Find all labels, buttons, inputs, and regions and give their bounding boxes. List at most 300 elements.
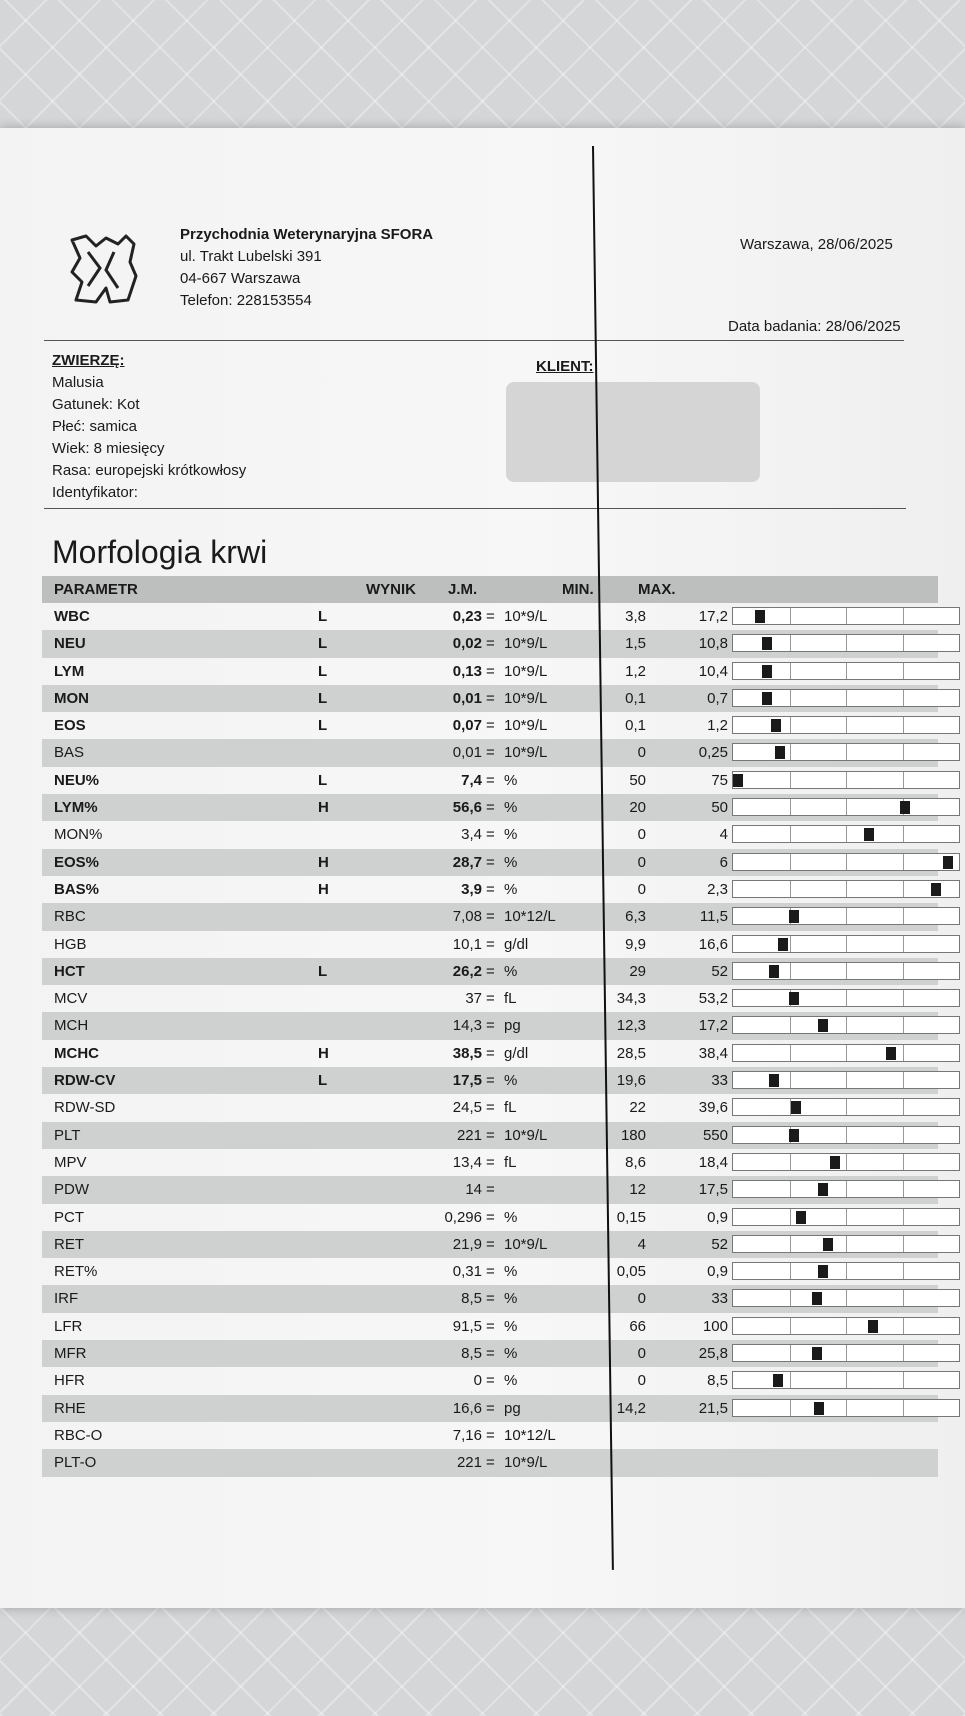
range-bar [732,1262,960,1280]
param-name: RDW-CV [54,1072,116,1090]
table-row [42,1313,938,1340]
range-bar-tick [846,1181,847,1197]
param-max: 550 [702,1126,728,1144]
table-row [42,1122,938,1149]
param-min: 0,1 [625,717,646,735]
range-bar [732,1153,960,1171]
range-bar-marker [886,1047,896,1060]
range-bar-marker [864,828,874,841]
range-bar-tick [903,1345,904,1361]
range-bar-tick [790,1154,791,1170]
param-unit: 10*12/L [504,908,556,926]
param-value: 3,9 [461,880,482,898]
param-max: 10,8 [698,635,728,653]
range-bar-tick [903,936,904,952]
range-bar-marker [762,692,772,705]
param-value: 26,2 [452,962,482,980]
range-bar-tick [790,854,791,870]
range-bar-marker [789,992,799,1005]
param-min: 0,15 [616,1208,646,1226]
param-equals: = [486,1372,495,1390]
param-min: 3,8 [625,608,646,625]
table-header [42,576,938,603]
param-equals: = [486,799,495,817]
param-flag: L [318,689,328,707]
param-min: 28,5 [616,1044,646,1062]
param-value: 21,9 [452,1235,482,1253]
clinic-phone: Telefon: 228153554 [180,292,312,309]
range-bar-tick [846,1345,847,1361]
param-value: 3,4 [461,826,482,844]
clinic-info [180,224,433,312]
range-bar-tick [903,826,904,842]
range-bar-marker [900,801,910,814]
param-value: 0,296 [444,1208,482,1226]
col-result: WYNIK [366,581,416,598]
range-bar [732,1071,960,1089]
animal-breed: Rasa: europejski krótkowłosy [52,462,247,479]
param-max: 6 [719,853,728,871]
param-equals: = [486,608,495,625]
param-unit: % [504,1072,518,1090]
param-equals: = [486,1099,495,1117]
param-equals: = [486,880,495,898]
range-bar-tick [790,1263,791,1279]
table-row [42,1176,938,1203]
param-name: HCT [54,962,85,980]
client-redacted-block [506,382,760,482]
range-bar-tick [790,1400,791,1416]
param-equals: = [486,1345,495,1363]
range-bar-tick [903,990,904,1006]
range-bar-tick [790,1209,791,1225]
range-bar-tick [846,1236,847,1252]
param-value: 0,13 [452,662,482,680]
param-unit: g/dl [504,935,529,953]
range-bar [732,771,960,789]
param-flag: H [318,1044,329,1062]
param-min: 66 [629,1317,646,1335]
range-bar-tick [790,881,791,897]
param-value: 7,4 [461,771,482,789]
param-max: 0,9 [707,1208,728,1226]
range-bar-tick [903,744,904,760]
range-bar-tick [846,1372,847,1388]
param-unit: 10*9/L [504,635,548,653]
param-equals: = [486,1399,495,1417]
param-value: 37 [465,990,482,1008]
param-equals: = [486,689,495,707]
range-bar-tick [846,1099,847,1115]
range-bar-tick [846,608,847,624]
range-bar-marker [812,1347,822,1360]
param-equals: = [486,1153,495,1171]
param-unit: 10*12/L [504,1426,556,1444]
clinic-city: 04-667 Warszawa [180,270,301,287]
range-bar-tick [903,1236,904,1252]
param-name: MCV [54,990,88,1008]
range-bar [732,1126,960,1144]
param-unit: 10*9/L [504,662,548,680]
param-name: MON% [54,826,103,844]
table-row [42,903,938,930]
param-value: 14 [465,1181,482,1199]
range-bar-marker [733,774,743,787]
param-name: BAS [54,744,85,762]
param-max: 50 [711,799,728,817]
param-flag: H [318,799,329,817]
param-value: 0,23 [452,608,482,625]
range-bar [732,662,960,680]
param-value: 7,08 [452,908,482,926]
param-min: 0 [637,880,646,898]
range-bar-tick [790,744,791,760]
param-equals: = [486,1317,495,1335]
param-value: 8,5 [461,1290,482,1308]
range-bar-tick [846,1318,847,1334]
range-bar-tick [790,1017,791,1033]
param-value: 221 [456,1126,482,1144]
param-max: 10,4 [698,662,728,680]
param-min: 8,6 [625,1153,646,1171]
param-min: 0 [637,1372,646,1390]
param-name: MFR [54,1345,87,1363]
param-name: RBC-O [54,1426,103,1444]
param-name: RET [54,1235,84,1253]
range-bar-tick [790,826,791,842]
range-bar-marker [818,1019,828,1032]
range-bar-tick [903,1017,904,1033]
param-value: 0 [473,1372,482,1390]
range-bar-tick [903,1099,904,1115]
param-unit: % [504,799,518,817]
table-row [42,794,938,821]
param-name: EOS% [54,853,100,871]
param-equals: = [486,962,495,980]
table-body [42,603,938,1477]
param-max: 18,4 [698,1153,728,1171]
param-equals: = [486,1426,495,1444]
param-equals: = [486,990,495,1008]
range-bar [732,1344,960,1362]
param-equals: = [486,1072,495,1090]
range-bar-tick [790,717,791,733]
client-header: KLIENT: [536,358,594,375]
param-value: 0,31 [452,1263,482,1281]
param-unit: 10*9/L [504,608,548,625]
range-bar [732,1317,960,1335]
range-bar-marker [773,1374,783,1387]
param-unit: % [504,826,518,844]
range-bar-marker [818,1265,828,1278]
range-bar-marker [943,856,953,869]
param-name: RET% [54,1263,98,1281]
range-bar [732,1180,960,1198]
param-min: 0 [637,744,646,762]
range-bar-marker [791,1101,801,1114]
range-bar-tick [846,1072,847,1088]
param-value: 8,5 [461,1345,482,1363]
param-unit: % [504,962,518,980]
table-row [42,739,938,766]
param-max: 17,2 [698,608,728,625]
param-max: 52 [711,962,728,980]
range-bar-tick [846,1127,847,1143]
table-row [42,849,938,876]
param-flag: L [318,962,328,980]
range-bar-marker [868,1320,878,1333]
param-unit: % [504,880,518,898]
param-max: 4 [719,826,728,844]
param-min: 180 [620,1126,646,1144]
range-bar-marker [771,719,781,732]
param-value: 91,5 [452,1317,482,1335]
range-bar [732,1044,960,1062]
param-value: 0,01 [452,689,482,707]
param-equals: = [486,717,495,735]
param-max: 33 [711,1072,728,1090]
range-bar-tick [846,1017,847,1033]
table-row [42,1395,938,1422]
param-min: 1,5 [625,635,646,653]
range-bar-marker [931,883,941,896]
range-bar [732,935,960,953]
param-value: 7,16 [452,1426,482,1444]
col-min: MIN. [562,581,594,598]
param-value: 24,5 [452,1099,482,1117]
range-bar [732,907,960,925]
param-min: 1,2 [625,662,646,680]
table-row [42,821,938,848]
range-bar-tick [790,1072,791,1088]
param-min: 6,3 [625,908,646,926]
range-bar-tick [790,1290,791,1306]
range-bar-marker [762,665,772,678]
table-row [42,1094,938,1121]
header-divider [44,340,904,341]
param-unit: % [504,771,518,789]
range-bar-tick [846,881,847,897]
col-unit: J.M. [448,581,478,598]
param-max: 39,6 [698,1099,728,1117]
param-name: LFR [54,1317,83,1335]
range-bar-tick [903,881,904,897]
table-row [42,958,938,985]
param-min: 34,3 [616,990,646,1008]
range-bar-marker [762,637,772,650]
clinic-logo-icon [66,232,140,306]
range-bar [732,1235,960,1253]
table-row [42,603,938,630]
table-row [42,1285,938,1312]
param-min: 19,6 [616,1072,646,1090]
table-row [42,1340,938,1367]
param-max: 100 [702,1317,728,1335]
range-bar [732,1016,960,1034]
param-min: 0 [637,853,646,871]
range-bar-tick [903,1154,904,1170]
param-min: 22 [629,1099,646,1117]
param-unit: 10*9/L [504,1126,548,1144]
param-name: PDW [54,1181,89,1199]
param-max: 25,8 [698,1345,728,1363]
param-value: 56,6 [452,799,482,817]
param-name: RBC [54,908,86,926]
animal-name: Malusia [52,374,104,391]
param-equals: = [486,771,495,789]
range-bar-tick [846,744,847,760]
param-min: 4 [637,1235,646,1253]
param-equals: = [486,1017,495,1035]
param-max: 0,25 [698,744,728,762]
param-equals: = [486,826,495,844]
range-bar-tick [846,854,847,870]
param-min: 0 [637,1290,646,1308]
param-name: MCHC [54,1044,99,1062]
table-row [42,1204,938,1231]
range-bar-marker [812,1292,822,1305]
param-min: 0,1 [625,689,646,707]
range-bar-marker [830,1156,840,1169]
range-bar-tick [903,1209,904,1225]
param-unit: % [504,1372,518,1390]
table-row [42,931,938,958]
param-unit: % [504,853,518,871]
range-bar-tick [903,908,904,924]
param-flag: H [318,880,329,898]
table-row [42,1449,938,1476]
param-name: LYM% [54,799,98,817]
param-name: LYM [54,662,85,680]
range-bar-tick [846,1154,847,1170]
range-bar-tick [846,1263,847,1279]
param-max: 75 [711,771,728,789]
param-unit: % [504,1317,518,1335]
range-bar-tick [903,1318,904,1334]
range-bar-tick [846,772,847,788]
param-equals: = [486,662,495,680]
param-min: 50 [629,771,646,789]
param-equals: = [486,635,495,653]
param-max: 53,2 [698,990,728,1008]
param-unit: 10*9/L [504,717,548,735]
param-flag: L [318,771,328,789]
param-name: HFR [54,1372,85,1390]
range-bar-tick [790,663,791,679]
param-value: 10,1 [452,935,482,953]
range-bar-marker [769,1074,779,1087]
param-unit: pg [504,1399,521,1417]
param-equals: = [486,1208,495,1226]
param-max: 2,3 [707,880,728,898]
animal-sex: Płeć: samica [52,418,138,435]
range-bar [732,689,960,707]
param-unit: 10*9/L [504,1235,548,1253]
range-bar-marker [818,1183,828,1196]
param-flag: L [318,717,328,735]
param-max: 33 [711,1290,728,1308]
param-unit: % [504,1263,518,1281]
param-unit: fL [504,990,517,1008]
param-name: PLT-O [54,1454,97,1472]
param-flag: L [318,662,328,680]
range-bar [732,825,960,843]
range-bar [732,634,960,652]
param-max: 52 [711,1235,728,1253]
param-name: NEU [54,635,86,653]
param-max: 17,5 [698,1181,728,1199]
range-bar-tick [790,772,791,788]
param-max: 17,2 [698,1017,728,1035]
param-max: 16,6 [698,935,728,953]
range-bar [732,962,960,980]
clinic-name: Przychodnia Weterynaryjna SFORA [180,226,434,243]
param-equals: = [486,1235,495,1253]
param-max: 0,7 [707,689,728,707]
table-row [42,985,938,1012]
param-equals: = [486,744,495,762]
range-bar-tick [790,1345,791,1361]
param-unit: % [504,1208,518,1226]
param-min: 29 [629,962,646,980]
param-value: 221 [456,1454,482,1472]
param-value: 13,4 [452,1153,482,1171]
range-bar-tick [903,1263,904,1279]
range-bar-tick [790,963,791,979]
param-max: 1,2 [707,717,728,735]
param-equals: = [486,1290,495,1308]
range-bar-marker [789,910,799,923]
range-bar-tick [903,635,904,651]
range-bar-tick [903,963,904,979]
param-value: 28,7 [452,853,482,871]
range-bar-tick [846,1290,847,1306]
param-unit: 10*9/L [504,689,548,707]
param-equals: = [486,908,495,926]
param-min: 9,9 [625,935,646,953]
param-min: 0 [637,1345,646,1363]
table-row [42,630,938,657]
param-max: 8,5 [707,1372,728,1390]
param-unit: 10*9/L [504,1454,548,1472]
range-bar-tick [903,1372,904,1388]
table-row [42,1367,938,1394]
param-min: 0,05 [616,1263,646,1281]
param-flag: L [318,1072,328,1090]
range-bar [732,853,960,871]
param-name: IRF [54,1290,79,1308]
range-bar-tick [790,799,791,815]
param-name: NEU% [54,771,100,789]
param-unit: fL [504,1099,517,1117]
range-bar-marker [775,746,785,759]
param-name: MPV [54,1153,87,1171]
info-divider [44,508,906,509]
range-bar-tick [846,1045,847,1061]
param-min: 12 [629,1181,646,1199]
param-name: WBC [54,608,90,625]
table-row [42,1422,938,1449]
range-bar-marker [796,1211,806,1224]
table-row [42,1012,938,1039]
range-bar-tick [903,1181,904,1197]
range-bar [732,1098,960,1116]
range-bar-tick [846,799,847,815]
param-unit: % [504,1345,518,1363]
range-bar-tick [790,1372,791,1388]
param-name: MCH [54,1017,89,1035]
range-bar-marker [778,938,788,951]
